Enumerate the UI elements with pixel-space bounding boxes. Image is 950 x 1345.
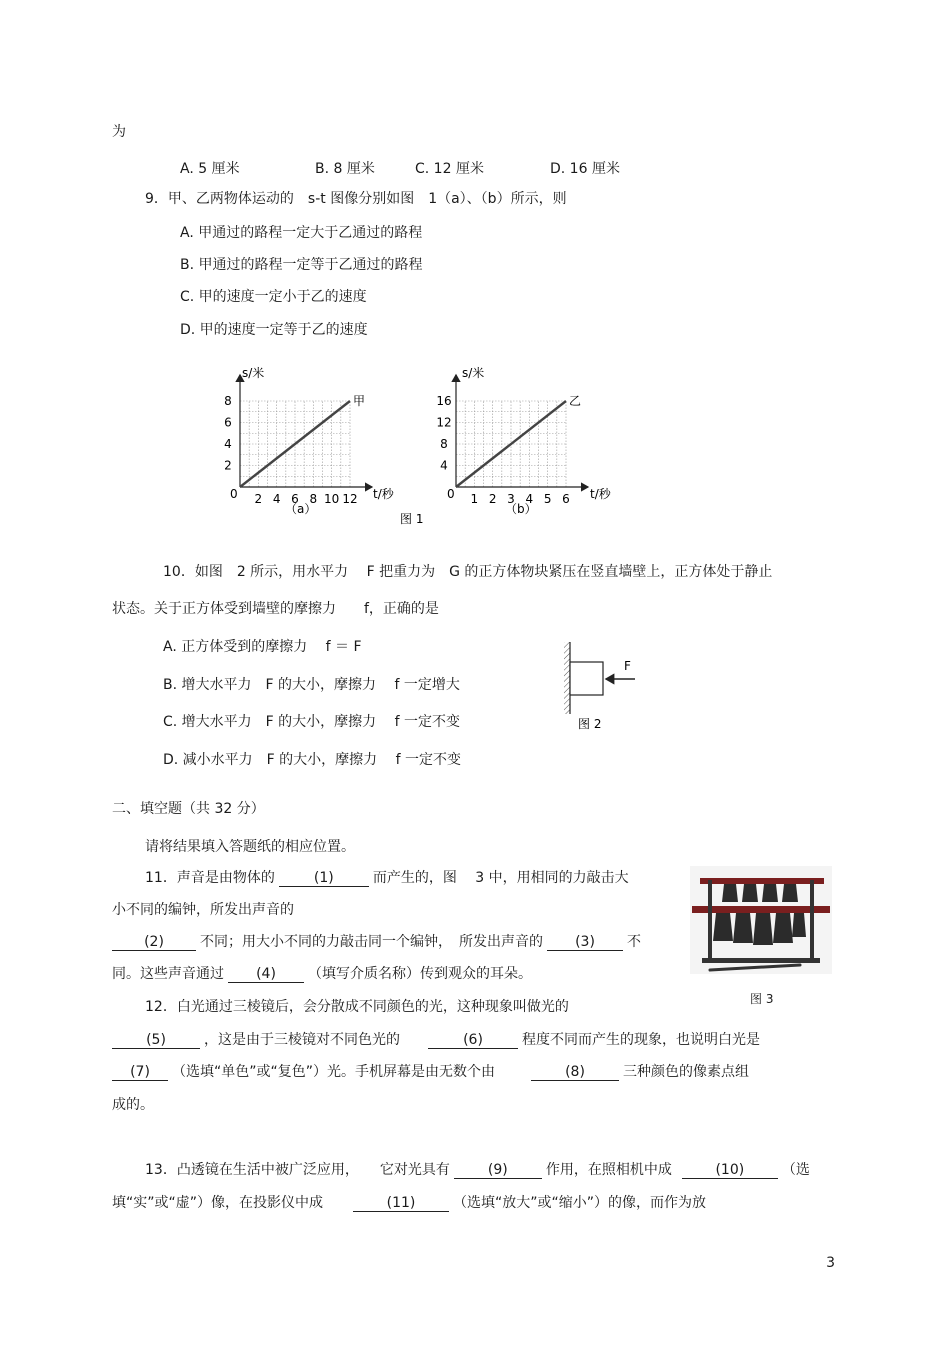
q9-option-c: C. 甲的速度一定小于乙的速度 (180, 289, 367, 305)
q10-option-a: A. 正方体受到的摩擦力 f ＝ F (163, 639, 362, 655)
panel-a-ytick: 4 (224, 437, 232, 451)
blank-9[interactable]: (9) (454, 1162, 542, 1179)
q8-option-b: B. 8 厘米 (315, 161, 375, 177)
panel-a-ytick: 6 (224, 415, 232, 430)
panel-b-xtick: 2 (488, 492, 497, 506)
q11-line4: 同。这些声音通过 (4) （填写介质名称）传到观众的耳朵。 (112, 966, 532, 982)
upper-beam (700, 878, 824, 884)
panel-b-xtick: 3 (507, 492, 515, 506)
q13-line1: 13．凸透镜在生活中被广泛应用， 它对光具有 (9) 作用，在照相机中成 (10) （选 (145, 1162, 810, 1178)
q10-option-c: C. 增大水平力 F 的大小，摩擦力 f 一定不变 (163, 714, 461, 730)
q10-option-b: B. 增大水平力 F 的大小，摩擦力 f 一定增大 (163, 677, 460, 693)
blank-7[interactable]: (7) (112, 1064, 168, 1081)
q11-line3: (2) 不同；用大小不同的力敲击同一个编钟， 所发出声音的 (3) 不 (112, 933, 641, 951)
panel-a-ylabel: s/米 (242, 366, 265, 380)
panel-b-ytick: 8 (440, 437, 448, 451)
panel-b-xtick: 1 (470, 492, 479, 506)
force-label: F (624, 659, 631, 673)
panel-a-xlabel: t/秒 (373, 487, 394, 501)
q8-option-c: C. 12 厘米 (415, 161, 484, 177)
panel-b-xtick: 5 (543, 492, 552, 506)
q11-line1: 11．声音是由物体的 (1) 而产生的，图 3 中，用相同的力敲击大 (145, 870, 629, 886)
panel-b-ytick: 12 (436, 415, 452, 430)
cube-block (570, 662, 603, 695)
panel-b-series-label: 乙 (569, 394, 582, 408)
right-post (810, 880, 814, 960)
panel-a-series-label: 甲 (353, 394, 366, 408)
q10-option-d: D. 减小水平力 F 的大小，摩擦力 f 一定不变 (163, 752, 462, 768)
left-post (708, 880, 712, 960)
q8-tail: 为 (112, 124, 126, 140)
wall-hatch (564, 642, 570, 714)
lower-beam (692, 906, 830, 913)
blank-6[interactable]: (6) (428, 1032, 518, 1049)
panel-b-ylabel: s/米 (462, 366, 485, 380)
panel-a-xtick: 2 (254, 492, 263, 506)
q13-line2: 填“实”或“虚”）像，在投影仪中成 (11) （选填“放大”或“缩小”）的像，而作为放 (112, 1195, 707, 1211)
q9-option-a: A. 甲通过的路程一定大于乙通过的路程 (180, 225, 423, 241)
q12-line3: (7) （选填“单色”或“复色”）光。手机屏幕是由无数个由 (8) 三种颜色的像素点组 (112, 1063, 749, 1081)
panel-a-ytick: 2 (224, 458, 232, 473)
q12-line2: (5) ，这是由于三棱镜对不同色光的 (6) 程度不同而产生的现象，也说明白光是 (112, 1031, 760, 1049)
q12-line1: 12．白光通过三棱镜后，会分散成不同颜色的光，这种现象叫做光的 (145, 999, 569, 1015)
blank-5[interactable]: (5) (112, 1032, 200, 1049)
base (702, 958, 820, 963)
q8-option-d: D. 16 厘米 (550, 161, 620, 177)
blank-4[interactable]: (4) (228, 966, 304, 983)
q10-stem-line2: 状态。关于正方体受到墙壁的摩擦力 f，正确的是 (112, 601, 439, 617)
panel-b-xtick: 6 (562, 492, 570, 506)
blank-11[interactable]: (11) (353, 1195, 449, 1212)
blank-10[interactable]: (10) (682, 1162, 778, 1179)
q11-line2: 小不同的编钟，所发出声音的 (112, 902, 294, 918)
q10-stem-line1: 10．如图 2 所示，用水平力 F 把重力为 G 的正方体物块紧压在竖直墙壁上，正方体处于静止 (163, 564, 773, 580)
panel-a-xtick: 6 (291, 492, 299, 506)
panel-a-label: （a） (285, 502, 317, 516)
q9-option-d: D. 甲的速度一定等于乙的速度 (180, 322, 368, 338)
page-number: 3 (826, 1255, 835, 1271)
panel-a-origin: 0 (230, 487, 238, 501)
figure-3-chime-bells (690, 866, 832, 974)
blank-8[interactable]: (8) (531, 1064, 619, 1081)
panel-a-xtick: 10 (324, 492, 340, 506)
q8-option-a: A. 5 厘米 (180, 161, 240, 177)
q9-option-b: B. 甲通过的路程一定等于乙通过的路程 (180, 257, 423, 273)
panel-a-xtick: 8 (309, 492, 318, 506)
panel-b-plot (436, 375, 588, 506)
panel-b-ytick: 4 (440, 458, 448, 473)
figure-2-caption: 图 2 (578, 717, 602, 731)
panel-b-origin: 0 (447, 487, 455, 501)
q12-line4: 成的。 (112, 1097, 154, 1113)
panel-b-xtick: 4 (525, 492, 534, 506)
blank-1[interactable]: (1) (279, 870, 369, 887)
figure-1 (200, 355, 650, 530)
q9-stem: 9．甲、乙两物体运动的 s-t 图像分别如图 1（a）、（b）所示，则 (145, 191, 567, 207)
panel-a-xtick: 4 (272, 492, 281, 506)
section-2-instruction: 请将结果填入答题纸的相应位置。 (145, 839, 355, 855)
blank-3[interactable]: (3) (547, 934, 623, 951)
figure-2 (560, 640, 650, 735)
section-2-title: 二、填空题（共 32 分） (112, 801, 265, 817)
panel-b-ytick: 16 (436, 394, 452, 408)
blank-2[interactable]: (2) (112, 934, 196, 951)
panel-a-plot (224, 375, 372, 506)
panel-b-label: （b） (505, 502, 537, 516)
panel-b-xlabel: t/秒 (590, 487, 611, 501)
figure-3-caption: 图 3 (750, 992, 774, 1006)
figure-1-caption: 图 1 (400, 512, 424, 526)
panel-a-xtick: 12 (342, 492, 358, 506)
panel-a-ytick: 8 (224, 394, 232, 408)
